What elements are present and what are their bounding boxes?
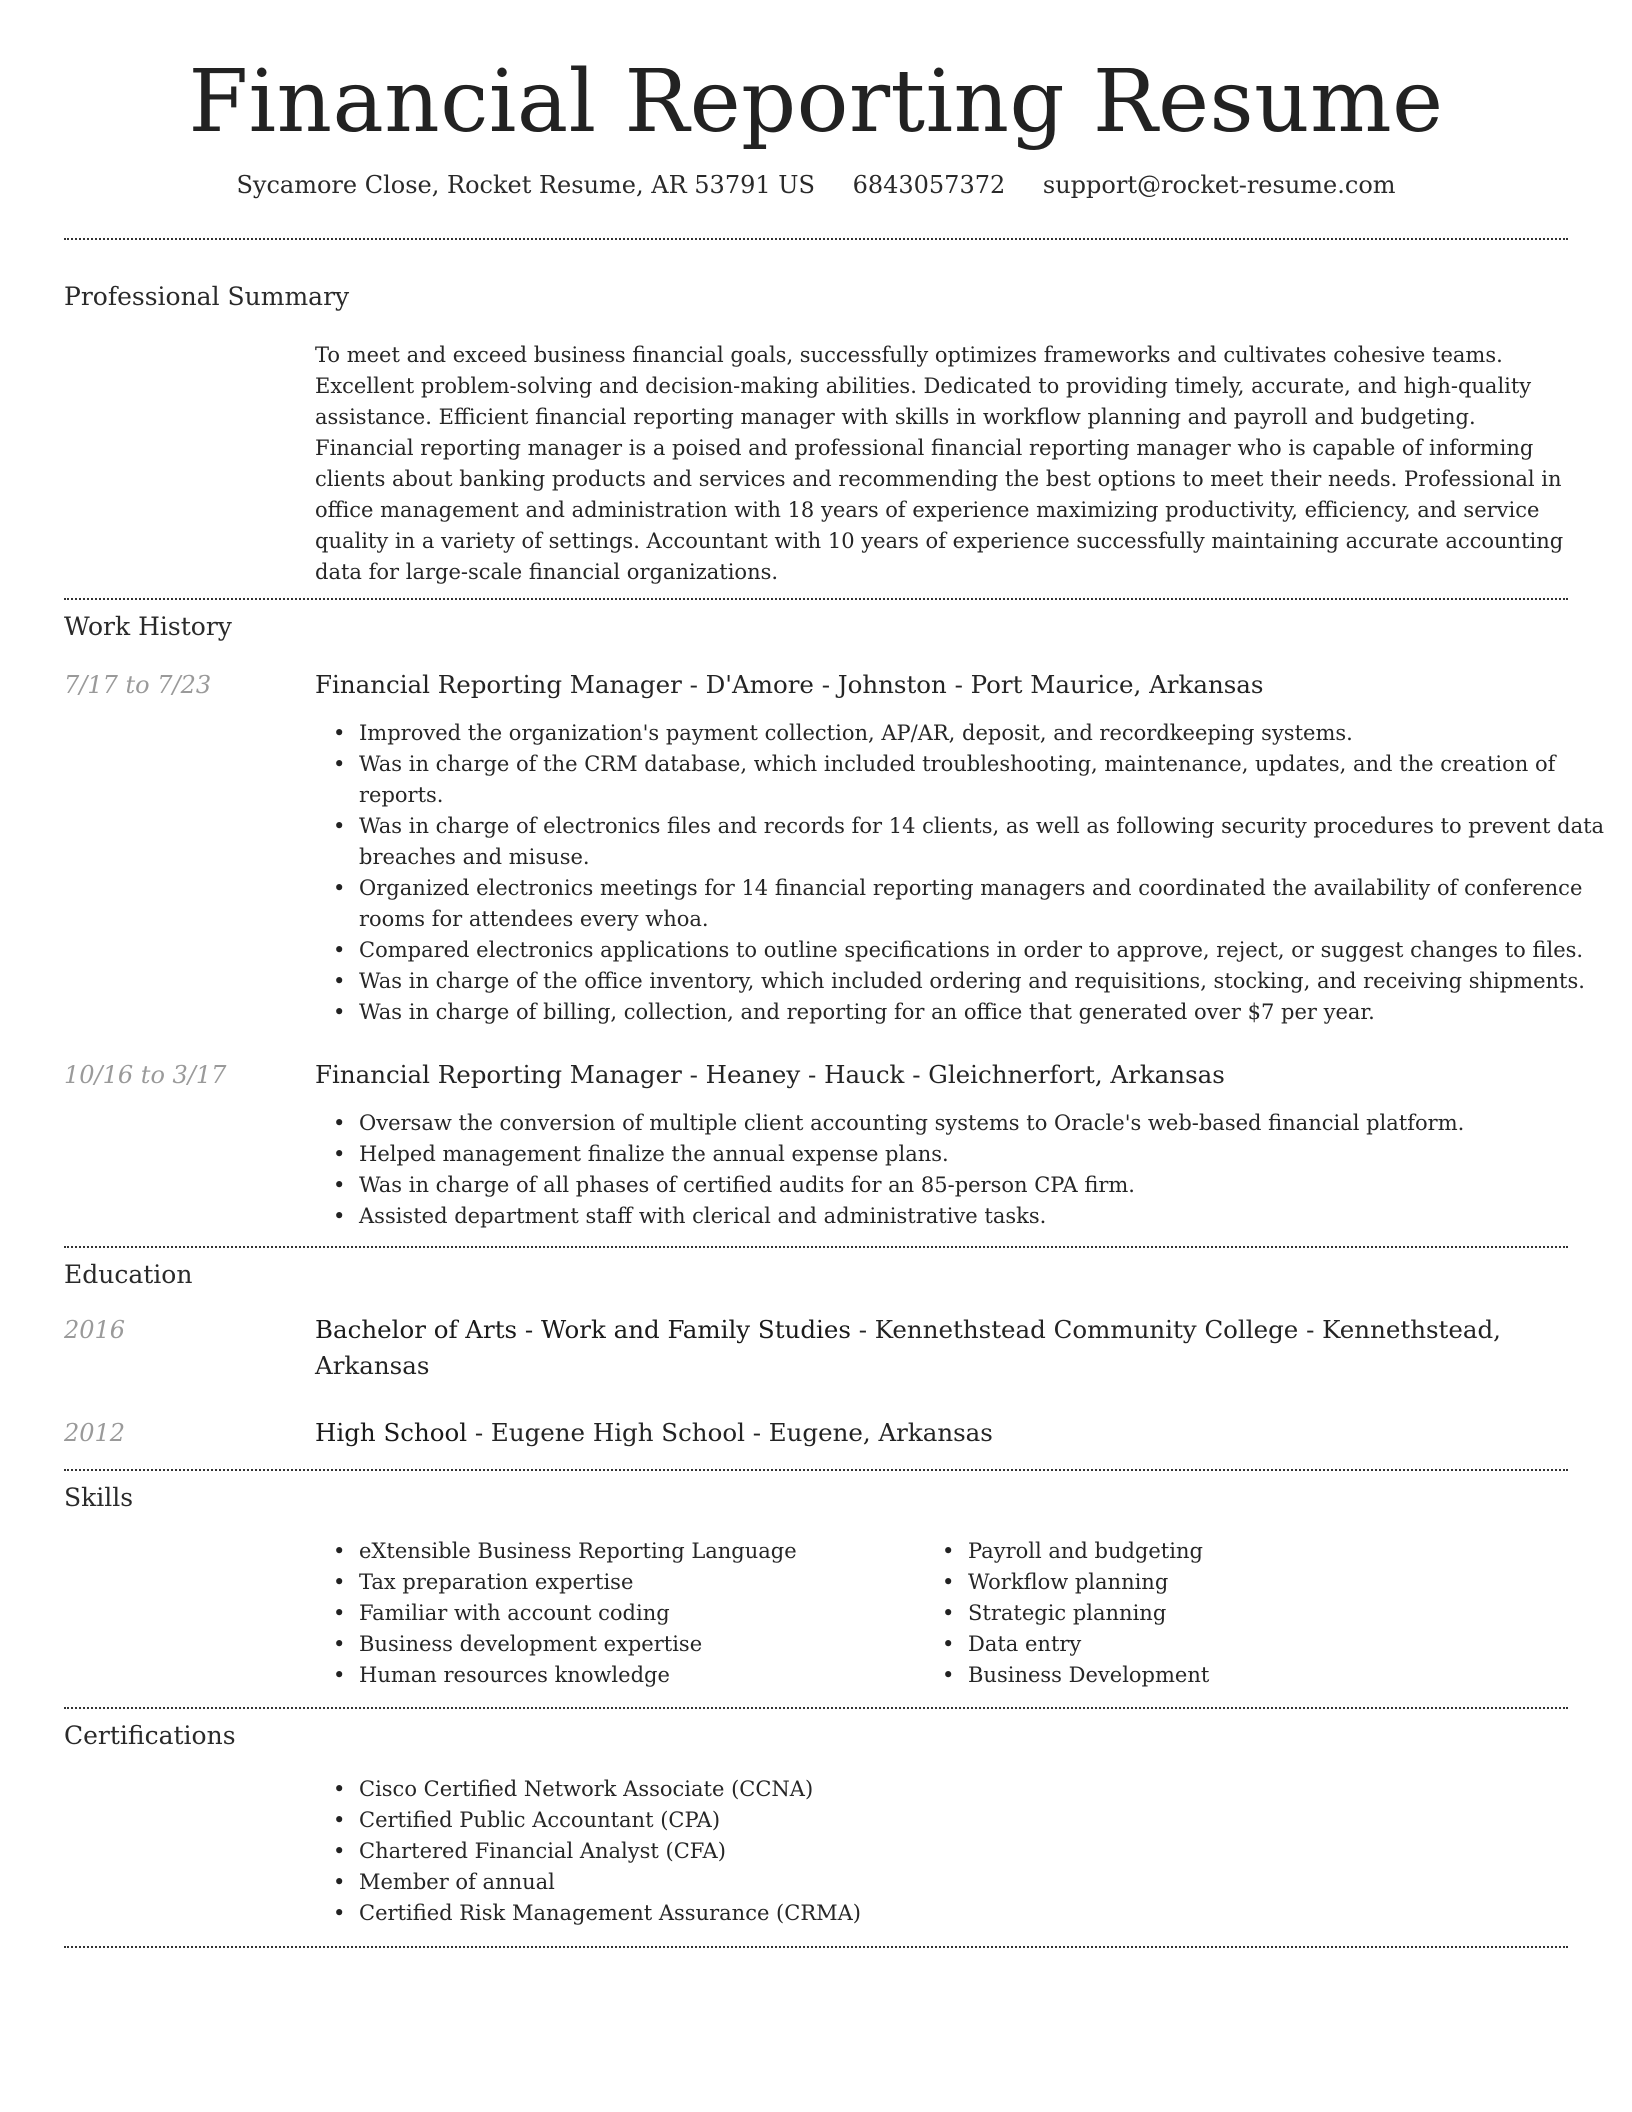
list-item: • Was in charge of all phases of certified audits for an 85-person CPA firm. (359, 1170, 1612, 1201)
list-item: • Was in charge of the CRM database, which included troubleshooting, maintenance, updates, and the creation of reports. (359, 749, 1612, 811)
list-item: • Familiar with account coding (359, 1598, 1612, 1629)
list-item: • Was in charge of the office inventory, which included ordering and requisitions, stocking, and receiving shipments. (359, 966, 1612, 997)
list-item: • Improved the organization's payment collection, AP/AR, deposit, and recordkeeping systems. (359, 718, 1612, 749)
list-item: • Helped management finalize the annual expense plans. (359, 1139, 1612, 1170)
list-item: • Business Development (968, 1660, 1568, 1691)
job-bullets (315, 1108, 1612, 1232)
education-entry (315, 1415, 1568, 1451)
contact-email: support@rocket-resume.com (1042, 171, 1396, 199)
list-item: • Workflow planning (968, 1567, 1568, 1598)
section-title-education: Education (64, 1260, 193, 1289)
list-item: • Oversaw the conversion of multiple client accounting systems to Oracle's web-based financial platform. (359, 1108, 1612, 1139)
list-item: • Certified Risk Management Assurance (CRMA) (359, 1898, 1612, 1929)
list-item: • Certified Public Accountant (CPA) (359, 1805, 1612, 1836)
contact-address: Sycamore Close, Rocket Resume, AR 53791 US (236, 171, 815, 199)
summary-text: To meet and exceed business financial goals, successfully optimizes frameworks and cultivates cohesive teams. Excellent problem-solving and decision-making abilities. Dedicated to providing timely, accurate, and high-quality assistance. Efficient financial reporting manager with skills in workflow planning and payroll and budgeting. Financial reporting manager is a poised and professional financial reporting manager who is capable of informing clients about banking products and services and recommending the best options to meet their needs. Professional in office management and administration with 18 years of experience maximizing productivity, efficiency, and service quality in a variety of settings. Accountant with 10 years of experience successfully maintaining accurate accounting data for large-scale financial organizations. (315, 343, 1564, 584)
education-year: 2016 (64, 1316, 126, 1344)
list-item: • Tax preparation expertise (359, 1567, 1612, 1598)
education-degree: Bachelor of Arts - Work and Family Studies (315, 1315, 851, 1344)
education-location: Arkansas (315, 1351, 430, 1380)
job-dates: 10/16 to 3/17 (64, 1061, 227, 1089)
certifications-list (315, 1774, 1612, 1929)
education-year: 2012 (64, 1419, 126, 1447)
list-item: • Assisted department staff with clerical and administrative tasks. (359, 1201, 1612, 1232)
divider (64, 1707, 1568, 1709)
list-item: • Was in charge of billing, collection, and reporting for an office that generated over $7 per year. (359, 997, 1612, 1028)
contact-phone: 6843057372 (852, 171, 1006, 199)
list-item: • Strategic planning (968, 1598, 1568, 1629)
divider (64, 1469, 1568, 1471)
list-item: • Chartered Financial Analyst (CFA) (359, 1836, 1612, 1867)
list-item: • Cisco Certified Network Associate (CCNA) (359, 1774, 1612, 1805)
education-school: - Eugene High School - Eugene, Arkansas (467, 1418, 993, 1447)
section-title-work-history: Work History (64, 612, 232, 641)
list-item: • Organized electronics meetings for 14 financial reporting managers and coordinated the availability of conference rooms for attendees every whoa. (359, 873, 1612, 935)
education-entry (315, 1312, 1568, 1384)
section-title-skills: Skills (64, 1483, 134, 1512)
divider (64, 1946, 1568, 1948)
education-degree: High School (315, 1418, 468, 1447)
list-item: • Human resources knowledge (359, 1660, 1612, 1691)
divider (64, 238, 1568, 240)
list-item: • Data entry (968, 1629, 1568, 1660)
contact-line (0, 168, 1632, 202)
section-title-summary: Professional Summary (64, 282, 350, 311)
job-title: Financial Reporting Manager - D'Amore - Johnston - Port Maurice, Arkansas (315, 670, 1264, 699)
list-item: • Compared electronics applications to outline specifications in order to approve, reject, or suggest changes to files. (359, 935, 1612, 966)
list-item: • eXtensible Business Reporting Language (359, 1536, 1612, 1567)
skills-list-right (924, 1536, 1568, 1691)
list-item: • Payroll and budgeting (968, 1536, 1568, 1567)
divider (64, 1246, 1568, 1248)
job-bullets (315, 718, 1612, 1028)
job-title: Financial Reporting Manager - Heaney - Hauck - Gleichnerfort, Arkansas (315, 1060, 1225, 1089)
list-item: • Business development expertise (359, 1629, 1612, 1660)
job-dates: 7/17 to 7/23 (64, 671, 212, 699)
section-title-certifications: Certifications (64, 1721, 236, 1750)
list-item: • Was in charge of electronics files and records for 14 clients, as well as following security procedures to prevent data breaches and misuse. (359, 811, 1612, 873)
page-title: Financial Reporting Resume (188, 52, 1444, 152)
education-school: - Kennethstead Community College - Kennethstead, (850, 1315, 1501, 1344)
divider (64, 598, 1568, 600)
list-item: • Member of annual (359, 1867, 1612, 1898)
